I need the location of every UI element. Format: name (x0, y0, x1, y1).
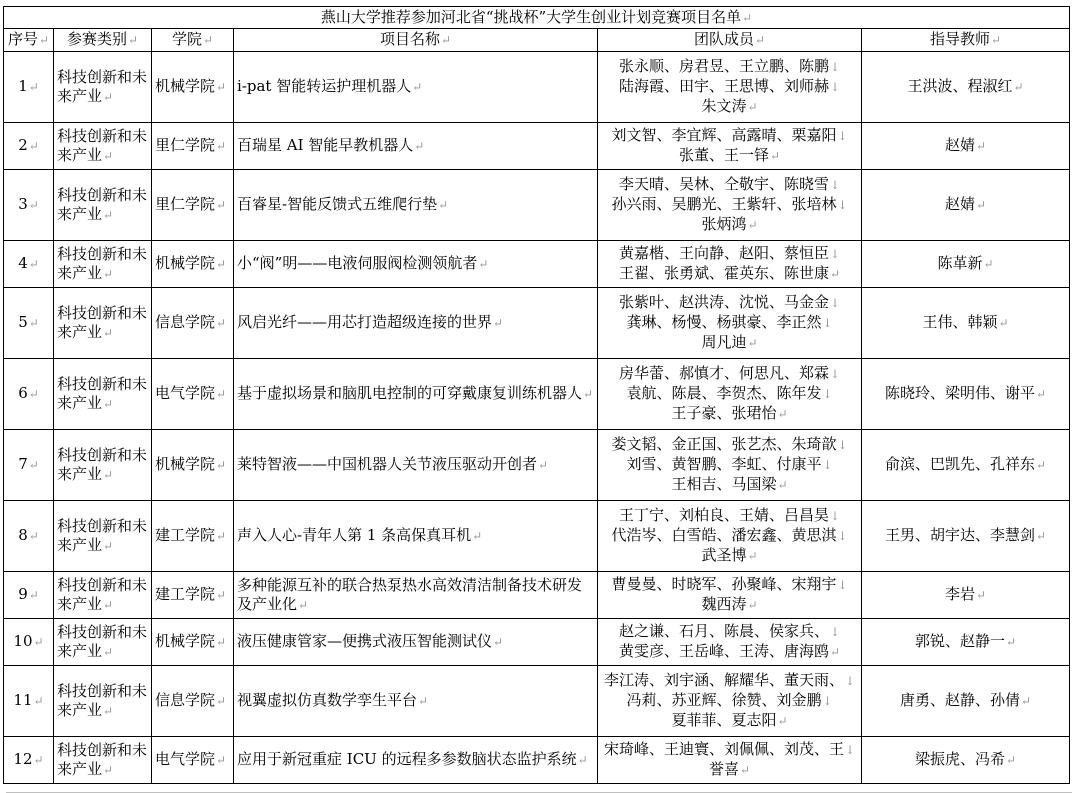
row-project-name: 多种能源互补的联合热泵热水高效清洁制备技术研发及产业化↵ (234, 572, 598, 619)
row-project-name: 声入人心-青年人第 1 条高保真耳机↵ (234, 501, 598, 572)
row-category: 科技创新和未来产业↵ (54, 359, 152, 430)
document-title: 燕山大学推荐参加河北省“挑战杯”大学生创业计划竞赛项目名单↵ (4, 7, 1070, 29)
row-project-name: 基于虚拟场景和脑肌电控制的可穿戴康复训练机器人↵ (234, 359, 598, 430)
team-member-line: 张紫叶、赵洪涛、沈悦、马金金↓ (618, 293, 841, 311)
header-no: 序号↵ (4, 29, 54, 52)
row-college: 建工学院↵ (152, 501, 234, 572)
team-member-line: 宋琦峰、王迪寰、刘佩佩、刘茂、王↓ (603, 740, 856, 758)
team-member-line: 袁航、陈晨、李贺杰、陈年发↓ (626, 384, 833, 402)
row-number: 12↵ (4, 737, 54, 784)
header-row (4, 29, 1070, 52)
row-project-name-text: 基于虚拟场景和脑肌电控制的可穿戴康复训练机器人 (237, 384, 583, 402)
row-number: 4↵ (4, 241, 54, 288)
row-category-text: 科技创新和未来产业 (57, 622, 148, 660)
row-teacher-text: 王男、胡宇达、李慧剑 (884, 526, 1035, 544)
row-college-text: 机械学院 (155, 455, 216, 473)
header-team: 团队成员↵ (598, 29, 862, 52)
row-teacher: 王男、胡宇达、李慧剑↵ (862, 501, 1070, 572)
row-college: 建工学院↵ (152, 572, 234, 619)
row-college: 信息学院↵ (152, 288, 234, 359)
row-category: 科技创新和未来产业↵ (54, 241, 152, 288)
header-teacher: 指导教师↵ (862, 29, 1070, 52)
row-number-text: 1 (18, 77, 28, 95)
row-number: 7↵ (4, 430, 54, 501)
row-college: 电气学院↵ (152, 737, 234, 784)
table-row (4, 359, 1070, 430)
team-member-line: 李天晴、吴林、仝敬宇、陈晓雪↓ (618, 175, 841, 193)
team-member-line: 黄雯彦、王岳峰、王涛、唐海鸥↵ (618, 642, 841, 660)
row-category-text: 科技创新和未来产业 (57, 516, 148, 554)
header-project: 项目名称↵ (234, 29, 598, 52)
row-number-text: 10 (13, 632, 33, 650)
row-number-text: 5 (18, 313, 28, 331)
row-number-text: 3 (18, 195, 28, 213)
row-teacher: 唐勇、赵静、孙倩↵ (862, 666, 1070, 737)
team-member-line: 陆海霞、田宇、王思博、刘师赫↓ (618, 77, 841, 95)
row-category: 科技创新和未来产业↵ (54, 52, 152, 123)
table-row (4, 737, 1070, 784)
row-project-name-text: 声入人心-青年人第 1 条高保真耳机 (237, 526, 472, 544)
row-team-members (598, 241, 862, 288)
row-number: 3↵ (4, 170, 54, 241)
row-teacher-text: 郭锐、赵静一 (914, 632, 1005, 650)
row-category-text: 科技创新和未来产业 (57, 575, 148, 613)
team-member-line: 魏西涛↵ (701, 595, 758, 613)
row-team-members (598, 619, 862, 666)
table-row (4, 288, 1070, 359)
row-college: 机械学院↵ (152, 619, 234, 666)
table-row (4, 52, 1070, 123)
row-college-text: 机械学院 (155, 254, 216, 272)
row-teacher-text: 赵婧 (944, 136, 975, 154)
row-teacher: 王伟、韩颖↵ (862, 288, 1070, 359)
header-college: 学院↵ (152, 29, 234, 52)
row-project-name-text: 多种能源互补的联合热泵热水高效清洁制备技术研发及产业化 (237, 575, 583, 613)
team-member-line: 王子豪、张珺怡↵ (671, 404, 788, 422)
row-college: 里仁学院↵ (152, 123, 234, 170)
row-number-text: 12 (13, 750, 33, 768)
team-member-line: 武圣博↵ (701, 546, 758, 564)
row-project-name-text: 百睿星-智能反馈式五维爬行垫 (237, 195, 438, 213)
row-project-name-text: 视翼虚拟仿真数学孪生平台 (237, 691, 418, 709)
row-category: 科技创新和未来产业↵ (54, 288, 152, 359)
row-college-text: 里仁学院 (155, 136, 216, 154)
row-number-text: 8 (18, 526, 28, 544)
row-teacher: 梁振虎、冯希↵ (862, 737, 1070, 784)
row-category: 科技创新和未来产业↵ (54, 501, 152, 572)
row-project-name: i-pat 智能转运护理机器人↵ (234, 52, 598, 123)
row-category-text: 科技创新和未来产业 (57, 244, 148, 282)
row-team-members (598, 288, 862, 359)
team-member-line: 曹曼曼、时晓军、孙聚峰、宋翔宇↓ (611, 575, 848, 593)
row-number: 10↵ (4, 619, 54, 666)
row-category-text: 科技创新和未来产业 (57, 185, 148, 223)
row-category: 科技创新和未来产业↵ (54, 666, 152, 737)
row-category-text: 科技创新和未来产业 (57, 740, 148, 778)
team-member-line: 孙兴雨、吴鹏光、王紫轩、张培林↓ (611, 195, 848, 213)
row-project-name-text: 风启光纤——用芯打造超级连接的世界 (237, 313, 493, 331)
team-member-line: 赵之谦、石月、陈晨、侯家兵、↓ (618, 622, 841, 640)
row-teacher-text: 陈革新 (937, 254, 983, 272)
header-category: 参赛类别↵ (54, 29, 152, 52)
team-member-line: 王丁宁、刘柏良、王婧、吕昌昊↓ (618, 506, 841, 524)
row-project-name: 莱特智液——中国机器人关节液压驱动开创者↵ (234, 430, 598, 501)
row-college: 里仁学院↵ (152, 170, 234, 241)
row-number: 9↵ (4, 572, 54, 619)
document-page (3, 6, 1069, 784)
team-member-line: 张炳鸿↵ (701, 215, 758, 233)
row-college: 机械学院↵ (152, 241, 234, 288)
row-teacher-text: 赵婧 (944, 195, 975, 213)
team-member-line: 龚琳、杨慢、杨骐豪、李正然↓ (626, 313, 833, 331)
row-category: 科技创新和未来产业↵ (54, 170, 152, 241)
row-number-text: 6 (18, 384, 28, 402)
row-category: 科技创新和未来产业↵ (54, 430, 152, 501)
row-teacher: 李岩↵ (862, 572, 1070, 619)
row-number: 8↵ (4, 501, 54, 572)
row-college-text: 机械学院 (155, 632, 216, 650)
row-college-text: 电气学院 (155, 750, 216, 768)
row-category: 科技创新和未来产业↵ (54, 572, 152, 619)
team-member-line: 张董、王一铎↵ (678, 146, 781, 164)
team-member-line: 刘文智、李宜辉、高露晴、栗嘉阳↓ (611, 126, 848, 144)
row-project-name: 小“阀”明——电液伺服阀检测领航者↵ (234, 241, 598, 288)
team-member-line: 王翟、张勇斌、霍英东、陈世康↵ (618, 264, 841, 282)
table-row (4, 170, 1070, 241)
row-number: 5↵ (4, 288, 54, 359)
row-team-members (598, 737, 862, 784)
row-number-text: 11 (13, 691, 33, 709)
row-number-text: 7 (18, 455, 28, 473)
row-project-name-text: 应用于新冠重症 ICU 的远程多参数脑状态监护系统 (237, 750, 577, 768)
team-member-line: 张永顺、房君昱、王立鹏、陈鹏↓ (618, 57, 841, 75)
row-team-members (598, 430, 862, 501)
row-college: 机械学院↵ (152, 430, 234, 501)
row-project-name: 百睿星-智能反馈式五维爬行垫↵ (234, 170, 598, 241)
row-college-text: 机械学院 (155, 77, 216, 95)
table-row (4, 123, 1070, 170)
row-project-name: 百瑞星 AI 智能早教机器人↵ (234, 123, 598, 170)
row-number: 11↵ (4, 666, 54, 737)
row-college-text: 建工学院 (155, 526, 216, 544)
title-row (4, 7, 1070, 29)
project-list-table (3, 6, 1070, 784)
row-team-members (598, 170, 862, 241)
row-project-name: 应用于新冠重症 ICU 的远程多参数脑状态监护系统↵ (234, 737, 598, 784)
row-category-text: 科技创新和未来产业 (57, 303, 148, 341)
row-number: 1↵ (4, 52, 54, 123)
row-teacher: 王洪波、程淑红↵ (862, 52, 1070, 123)
row-college-text: 信息学院 (155, 691, 216, 709)
team-member-line: 黄嘉楷、王向静、赵阳、蔡恒臣↓ (618, 244, 841, 262)
row-teacher: 陈革新↵ (862, 241, 1070, 288)
team-member-line: 冯莉、苏亚辉、徐赞、刘金鹏↓ (626, 691, 833, 709)
row-teacher-text: 李岩 (944, 585, 975, 603)
row-project-name: 视翼虚拟仿真数学孪生平台↵ (234, 666, 598, 737)
row-number-text: 4 (18, 254, 28, 272)
row-team-members (598, 359, 862, 430)
table-row (4, 666, 1070, 737)
row-college-text: 电气学院 (155, 384, 216, 402)
table-row (4, 572, 1070, 619)
row-project-name-text: 百瑞星 AI 智能早教机器人 (237, 136, 414, 154)
row-teacher: 郭锐、赵静一↵ (862, 619, 1070, 666)
table-row (4, 501, 1070, 572)
row-team-members (598, 501, 862, 572)
team-member-line: 刘雪、黄智鹏、李虹、付康平↓ (626, 455, 833, 473)
team-member-line: 朱文涛↵ (701, 97, 758, 115)
table-row (4, 619, 1070, 666)
row-teacher-text: 王伟、韩颖 (922, 313, 998, 331)
team-member-line: 房华蕾、郝慎才、何思凡、郑霖↓ (618, 364, 841, 382)
team-member-line: 誉喜↵ (708, 760, 751, 778)
row-number-text: 9 (18, 585, 28, 603)
row-number: 2↵ (4, 123, 54, 170)
row-project-name: 液压健康管家—便携式液压智能测试仪↵ (234, 619, 598, 666)
row-teacher-text: 俞滨、巴凯先、孔祥东 (884, 455, 1035, 473)
row-college-text: 建工学院 (155, 585, 216, 603)
row-project-name-text: 液压健康管家—便携式液压智能测试仪 (237, 632, 493, 650)
table-row (4, 430, 1070, 501)
row-teacher: 俞滨、巴凯先、孔祥东↵ (862, 430, 1070, 501)
row-teacher: 赵婧↵ (862, 170, 1070, 241)
row-project-name-text: i-pat 智能转运护理机器人 (237, 77, 412, 95)
row-teacher-text: 王洪波、程淑红 (907, 77, 1013, 95)
row-category-text: 科技创新和未来产业 (57, 67, 148, 105)
row-project-name-text: 小“阀”明——电液伺服阀检测领航者 (237, 254, 478, 272)
team-member-line: 娄文韬、金正国、张艺杰、朱琦歆↓ (611, 435, 848, 453)
row-college: 电气学院↵ (152, 359, 234, 430)
row-teacher-text: 梁振虎、冯希 (914, 750, 1005, 768)
row-teacher-text: 陈晓玲、梁明伟、谢平 (884, 384, 1035, 402)
team-member-line: 王相吉、马国梁↵ (671, 475, 788, 493)
row-teacher-text: 唐勇、赵静、孙倩 (899, 691, 1020, 709)
table-row (4, 241, 1070, 288)
row-teacher: 陈晓玲、梁明伟、谢平↵ (862, 359, 1070, 430)
row-category: 科技创新和未来产业↵ (54, 737, 152, 784)
row-category-text: 科技创新和未来产业 (57, 126, 148, 164)
row-category-text: 科技创新和未来产业 (57, 445, 148, 483)
team-member-line: 周凡迪↵ (701, 333, 758, 351)
row-college-text: 里仁学院 (155, 195, 216, 213)
row-team-members (598, 52, 862, 123)
row-number-text: 2 (18, 136, 28, 154)
row-project-name: 风启光纤——用芯打造超级连接的世界↵ (234, 288, 598, 359)
row-category-text: 科技创新和未来产业 (57, 681, 148, 719)
team-member-line: 李江涛、刘宇涵、解耀华、董天雨、↓ (603, 671, 856, 689)
row-team-members (598, 572, 862, 619)
row-project-name-text: 莱特智液——中国机器人关节液压驱动开创者 (237, 455, 538, 473)
row-college: 机械学院↵ (152, 52, 234, 123)
row-category: 科技创新和未来产业↵ (54, 123, 152, 170)
row-team-members (598, 123, 862, 170)
team-member-line: 代浩岑、白雪皓、潘宏鑫、黄思淇↓ (611, 526, 848, 544)
row-teacher: 赵婧↵ (862, 123, 1070, 170)
row-category: 科技创新和未来产业↵ (54, 619, 152, 666)
row-team-members (598, 666, 862, 737)
row-college: 信息学院↵ (152, 666, 234, 737)
team-member-line: 夏菲菲、夏志阳↵ (671, 711, 788, 729)
row-college-text: 信息学院 (155, 313, 216, 331)
row-number: 6↵ (4, 359, 54, 430)
row-category-text: 科技创新和未来产业 (57, 374, 148, 412)
